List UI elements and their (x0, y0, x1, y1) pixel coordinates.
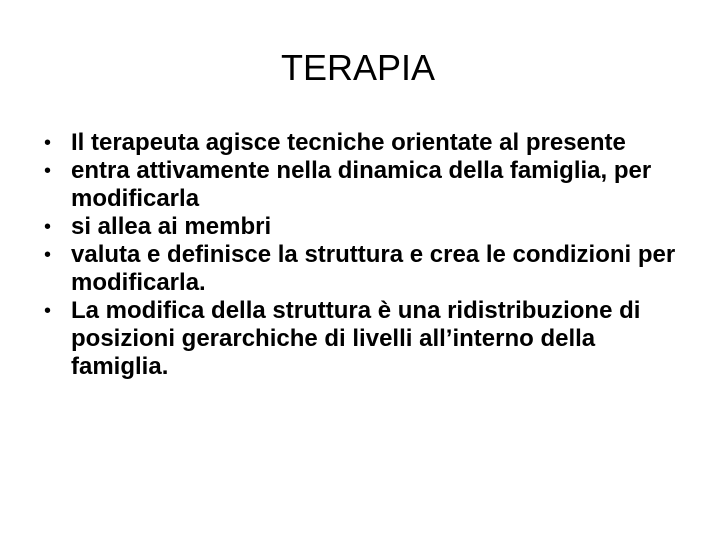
bullet-item (44, 157, 684, 213)
bullet-item (44, 297, 684, 381)
bullet-text: La modifica della struttura è una ridistribuzione di posizioni gerarchiche di livelli all’interno della famiglia. (71, 297, 641, 380)
bullet-list (44, 129, 684, 381)
bullet-text: Il terapeuta agisce tecniche orientate al presente (71, 129, 626, 156)
bullet-item (44, 241, 684, 297)
bullet-text: si allea ai membri (71, 213, 272, 240)
bullet-text: valuta e definisce la struttura e crea le condizioni per modificarla. (71, 241, 676, 296)
bullet-item (44, 213, 684, 241)
bullet-icon: • (44, 132, 52, 154)
bullet-text: entra attivamente nella dinamica della famiglia, per modificarla (71, 157, 652, 212)
slide-title: TERAPIA (280, 47, 436, 88)
bullet-icon: • (44, 300, 52, 322)
bullet-icon: • (44, 216, 52, 238)
bullet-item (44, 129, 684, 157)
bullet-icon: • (44, 244, 52, 266)
bullet-icon: • (44, 160, 52, 182)
